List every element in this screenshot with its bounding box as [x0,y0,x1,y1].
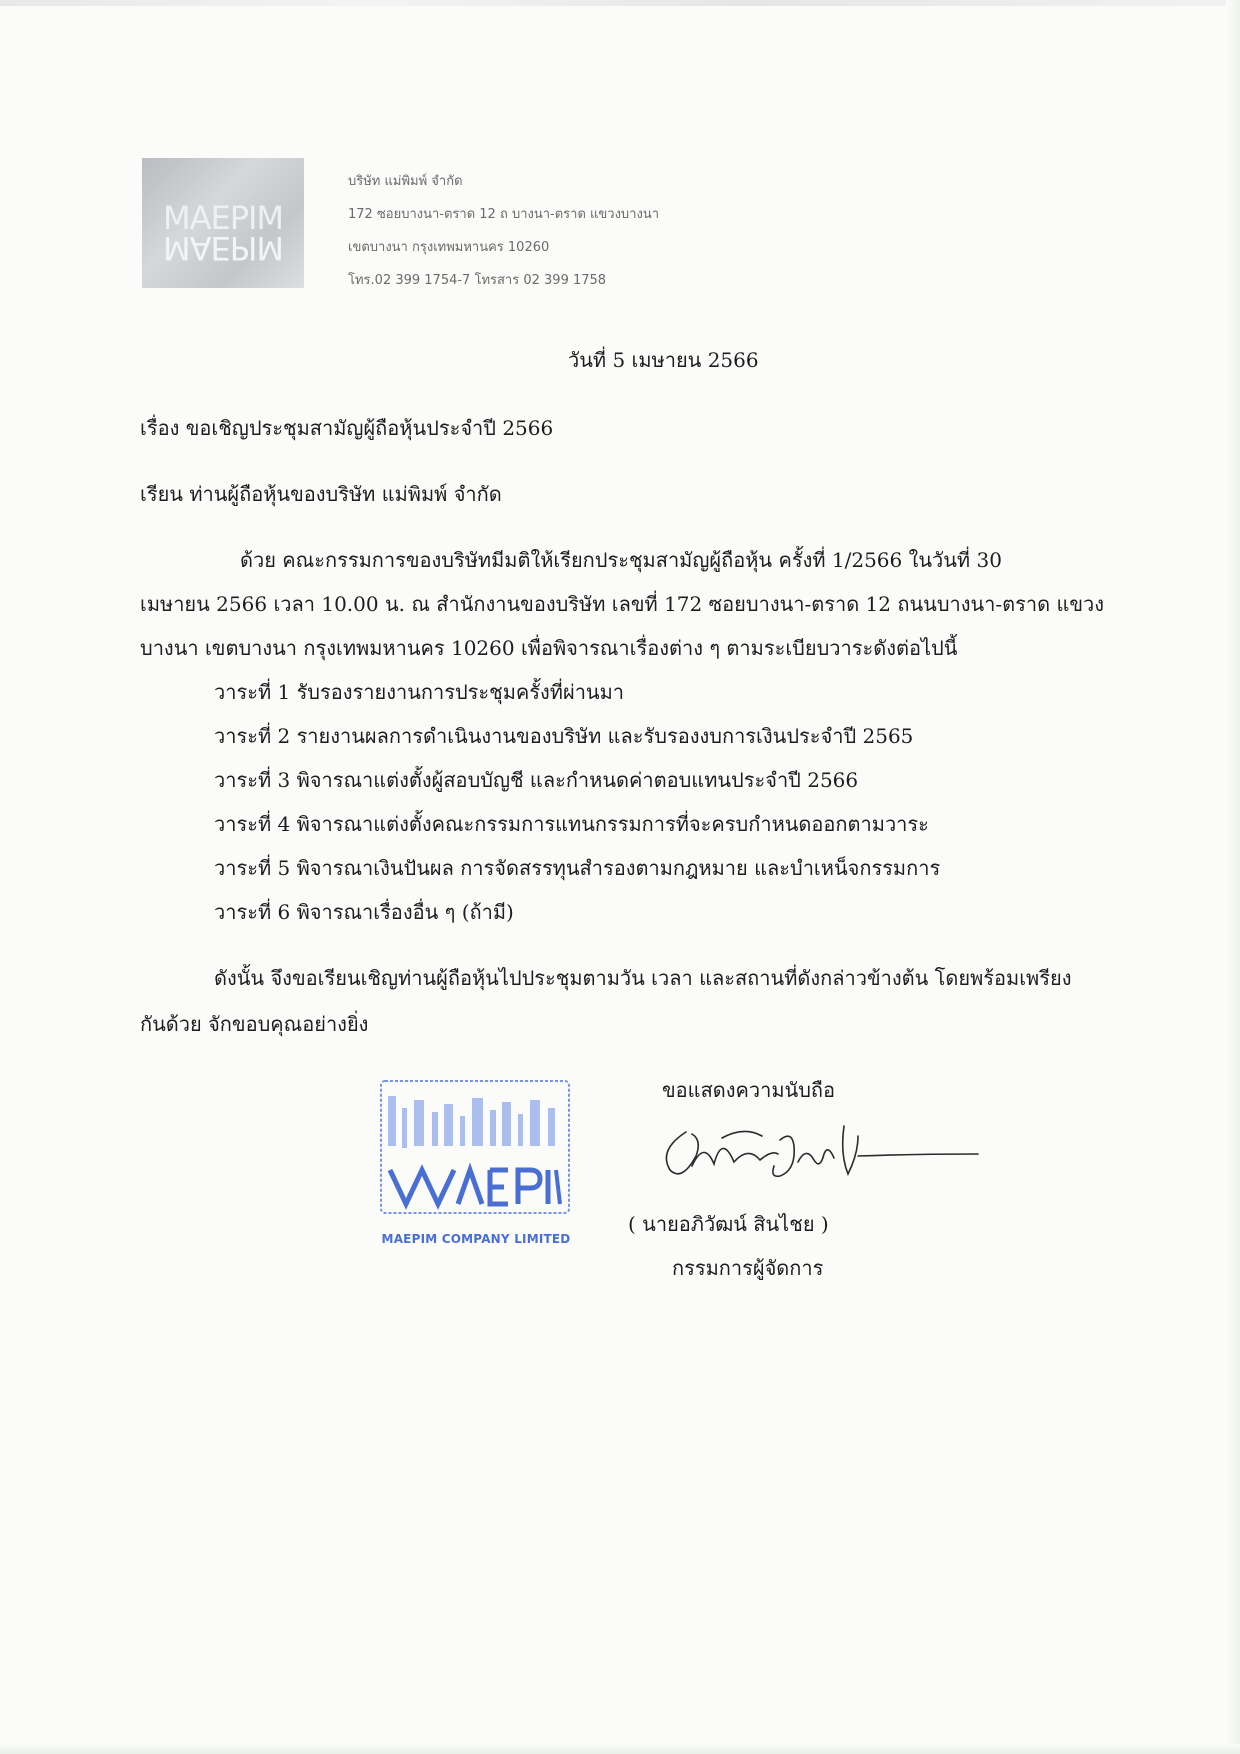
agenda-item-3: วาระที่ 3 พิจารณาแต่งตั้งผู้สอบบัญชี และกำหนดค่าตอบแทนประจำปี 2566 [214,768,859,792]
closing-line-1: ดังนั้น จึงขอเรียนเชิญท่านผู้ถือหุ้นไปประชุมตามวัน เวลา และสถานที่ดังกล่าวข้างต้น โดยพร้อมเพรียง [214,966,1072,990]
stamp-caption: MAEPIM COMPANY LIMITED [381,1232,571,1246]
scan-bottom-edge [0,1744,1240,1754]
letterhead-phone: โทร.02 399 1754-7 โทรสาร 02 399 1758 [348,273,607,288]
company-stamp [378,1078,572,1216]
agenda-item-4: วาระที่ 4 พิจารณาแต่งตั้งคณะกรรมการแทนกรรมการที่จะครบกำหนดออกตามวาระ [214,812,929,836]
letterhead-district: เขตบางนา กรุงเทพมหานคร 10260 [348,240,550,255]
intro-line-1: ด้วย คณะกรรมการของบริษัทมีมติให้เรียกประชุมสามัญผู้ถือหุ้น ครั้งที่ 1/2566 ในวันที่ 30 [240,548,1002,572]
logo-wordmark-reflection: MAEPIM [162,229,284,267]
signatory-name: ( นายอภิวัฒน์ สินไชย ) [628,1212,829,1236]
agenda-item-6: วาระที่ 6 พิจารณาเรื่องอื่น ๆ (ถ้ามี) [214,900,514,924]
letterhead-company-name: บริษัท แม่พิมพ์ จำกัด [348,174,463,189]
letter-subject: เรื่อง ขอเชิญประชุมสามัญผู้ถือหุ้นประจำปี 2566 [140,416,554,440]
letter-addressee: เรียน ท่านผู้ถือหุ้นของบริษัท แม่พิมพ์ จำกัด [140,482,502,506]
closing-line-2: กันด้วย จักขอบคุณอย่างยิ่ง [140,1012,369,1036]
letterhead-address: 172 ซอยบางนา-ตราด 12 ถ บางนา-ตราด แขวงบางนา [348,207,660,222]
agenda-item-5: วาระที่ 5 พิจารณาเงินปันผล การจัดสรรทุนสำรองตามกฎหมาย และบำเหน็จกรรมการ [214,856,941,880]
agenda-item-1: วาระที่ 1 รับรองรายงานการประชุมครั้งที่ผ่านมา [214,680,625,704]
handwritten-signature [652,1110,982,1190]
scan-right-edge [1226,0,1240,1754]
company-logo [142,158,304,288]
intro-line-2: เมษายน 2566 เวลา 10.00 น. ณ สำนักงานของบริษัท เลขที่ 172 ซอยบางนา-ตราด 12 ถนนบางนา-ตราด แขวง [140,592,1105,616]
letter-date: วันที่ 5 เมษายน 2566 [568,348,759,372]
intro-line-3: บางนา เขตบางนา กรุงเทพมหานคร 10260 เพื่อพิจารณาเรื่องต่าง ๆ ตามระเบียบวาระดังต่อไปนี้ [140,636,958,660]
agenda-item-2: วาระที่ 2 รายงานผลการดำเนินงานของบริษัท และรับรองงบการเงินประจำปี 2565 [214,724,914,748]
scan-top-edge [0,0,1240,6]
logo-wordmark: MAEPIM [162,199,284,237]
signatory-title: กรรมการผู้จัดการ [672,1256,824,1280]
signoff-salutation: ขอแสดงความนับถือ [662,1078,836,1102]
